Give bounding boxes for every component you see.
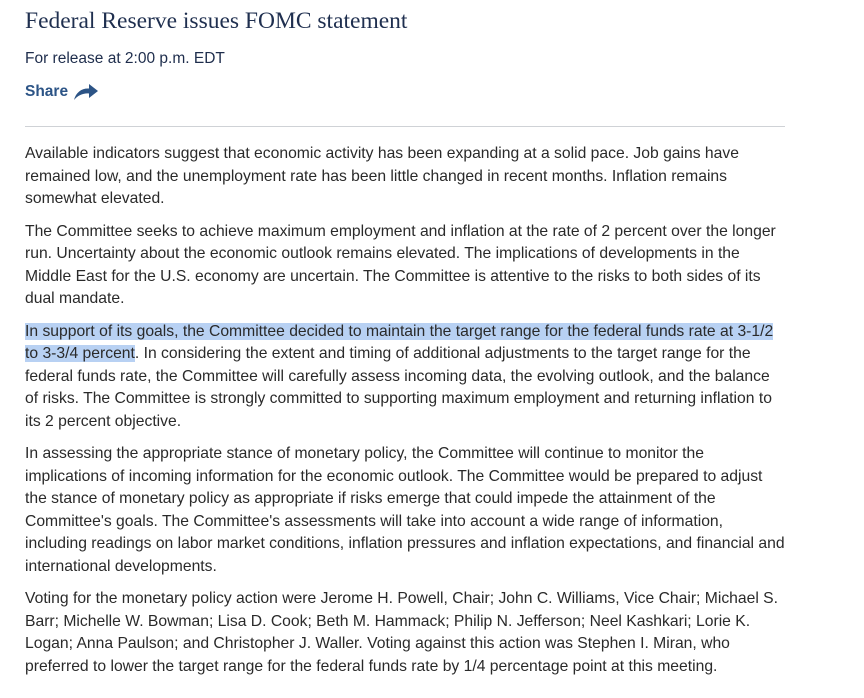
header-divider [25, 126, 785, 127]
statement-paragraph-5: Voting for the monetary policy action were Jerome H. Powell, Chair; John C. Williams, Vice Chair; Michael S. Barr; Michelle W. Bowman; Lisa D. Cook; Beth M. Hammack; Philip N. Jefferson; Neel Kashkari; Lorie K. Logan; Anna Paulson; and Christopher J. Waller. Voting against this action was Stephen I. Miran, who preferred to lower the target range for the federal funds rate by 1/4 percentage point at this meeting. [25, 590, 779, 675]
statement-paragraph-1: Available indicators suggest that economic activity has been expanding at a solid pace. Job gains have remained low, and the unemployment rate has been little changed in recent months. Inflation remains somewhat elevated. [25, 145, 739, 207]
page-title: Federal Reserve issues FOMC statement [25, 8, 408, 34]
share-arrow-icon [73, 83, 99, 101]
share-label: Share [25, 83, 69, 100]
statement-paragraph-2: The Committee seeks to achieve maximum employment and inflation at the rate of 2 percent over the longer run. Uncertainty about the economic outlook remains elevated. The implications of developments in the Middle East for the U.S. economy are uncertain. The Committee is attentive to the risks to both sides of its dual mandate. [25, 222, 776, 307]
statement-paragraph-3-rest: . In considering the extent and timing of additional adjustments to the target range for the federal funds rate, the Committee will carefully assess incoming data, the evolving outlook, and the balance of risks. The Committee is strongly committed to supporting maximum employment and returning inflation to its 2 percent objective. [25, 345, 772, 430]
statement-paragraph-4: In assessing the appropriate stance of monetary policy, the Committee will continue to monitor the implications of incoming information for the economic outlook. The Committee would be prepared to adjust the stance of monetary policy as appropriate if risks emerge that could impede the attainment of the Committee's goals. The Committee's assessments will take into account a wide range of information, including readings on labor market conditions, inflation pressures and inflation expectations, and financial and international developments. [25, 445, 785, 575]
share-button[interactable] [25, 82, 99, 102]
release-time: For release at 2:00 p.m. EDT [25, 50, 225, 67]
statement-paragraph-3 [25, 321, 785, 434]
selected-text[interactable]: In support of its goals, the Committee decided to maintain the target range for the federal funds rate at 3-1/2 to 3-3/4 percent [25, 322, 774, 362]
statement-body [25, 143, 785, 688]
